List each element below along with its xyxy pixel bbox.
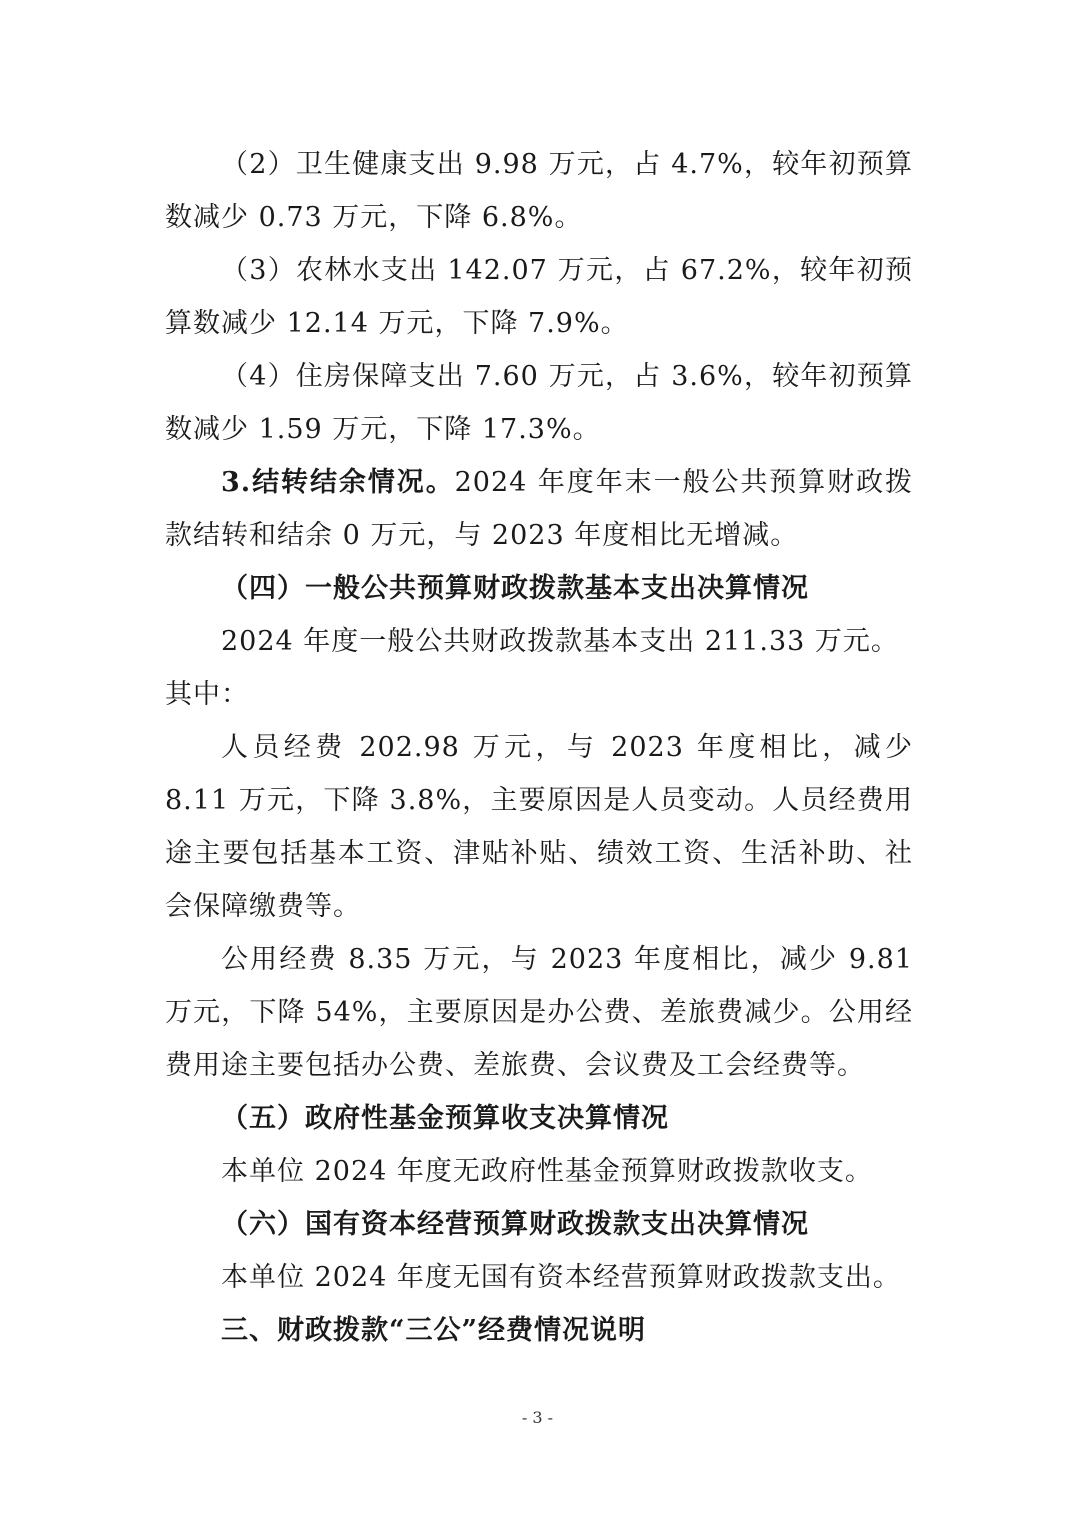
paragraph-public-expenses: 公用经费 8.35 万元，与 2023 年度相比，减少 9.81 万元，下降 54%，主要原因是办公费、差旅费减少。公用经费用途主要包括办公费、差旅费、会议费及工会经费等。: [165, 944, 913, 1081]
paragraph-state-capital: 本单位 2024 年度无国有资本经营预算财政拨款支出。: [221, 1262, 901, 1293]
paragraph-agriculture-expenditure: （3）农林水支出 142.07 万元，占 67.2%，较年初预算数减少 12.14 万元，下降 7.9%。: [165, 255, 913, 339]
paragraph-personnel-expenses: 人员经费 202.98 万元，与 2023 年度相比，减少 8.11 万元，下降 3.8%，主要原因是人员变动。人员经费用途主要包括基本工资、津贴补贴、绩效工资、生活补助、社会保障缴费等。: [165, 732, 913, 922]
section-heading-three-public: 三、财政拨款“三公”经费情况说明: [221, 1315, 647, 1346]
section-heading-state-capital: （六）国有资本经营预算财政拨款支出决算情况: [221, 1209, 809, 1240]
paragraph-housing-expenditure: （4）住房保障支出 7.60 万元，占 3.6%，较年初预算数减少 1.59 万元，下降 17.3%。: [165, 361, 913, 445]
page-number: - 3 -: [521, 1408, 554, 1427]
paragraph-among-them: 其中：: [165, 679, 249, 710]
section-heading-government-fund: （五）政府性基金预算收支决算情况: [221, 1103, 669, 1134]
document-body: [165, 138, 913, 1357]
paragraph-carryover-balance: [165, 456, 913, 562]
section-heading-basic-expenditure: （四）一般公共预算财政拨款基本支出决算情况: [221, 573, 809, 604]
carryover-lead: 3.结转结余情况。: [221, 467, 455, 498]
carryover-body: 2024 年度年末一般公共预算财政拨款结转和结余 0 万元，与 2023 年度相比无增减。: [165, 467, 914, 551]
paragraph-health-expenditure: （2）卫生健康支出 9.98 万元，占 4.7%，较年初预算数减少 0.73 万元，下降 6.8%。: [165, 149, 913, 233]
paragraph-basic-expenditure-total: 2024 年度一般公共财政拨款基本支出 211.33 万元。: [221, 626, 899, 657]
paragraph-government-fund: 本单位 2024 年度无政府性基金预算财政拨款收支。: [221, 1156, 873, 1187]
